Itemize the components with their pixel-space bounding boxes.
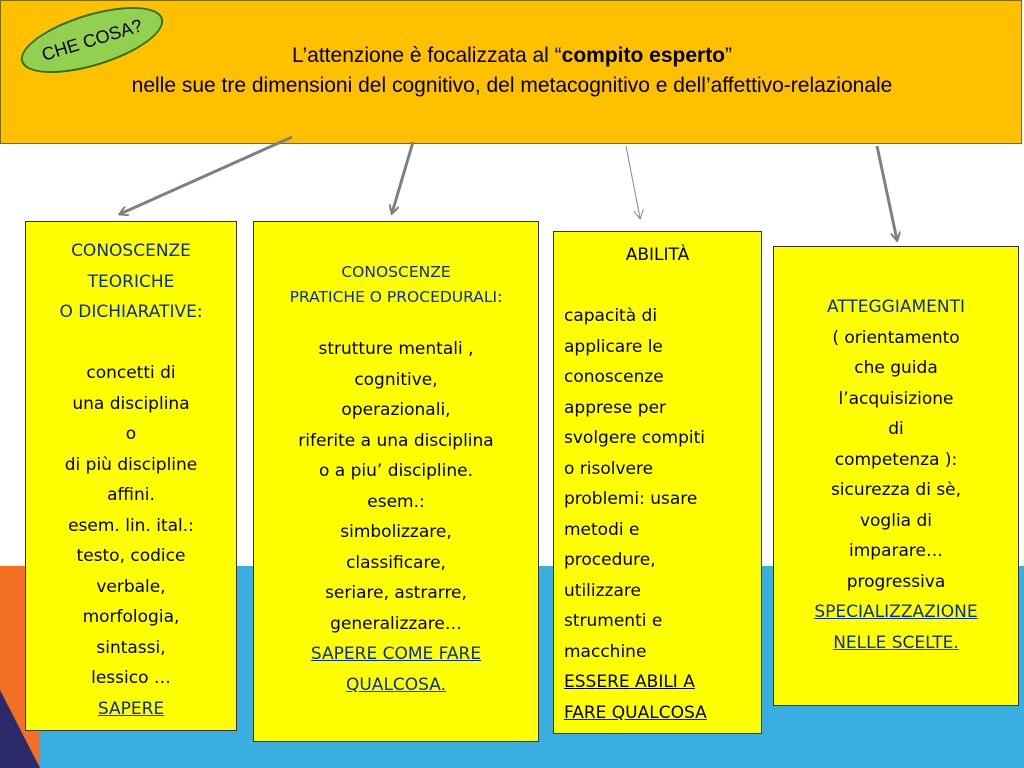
box4-body-line: che guida [854, 358, 938, 378]
box3-body-line: macchine [564, 641, 647, 662]
box2-body-line: classificare, [346, 552, 446, 573]
box4-body-line: imparare… [849, 541, 943, 561]
box2-title-colon: : [497, 288, 503, 306]
box4-body-line: di [888, 419, 904, 439]
box-abilita [553, 231, 762, 734]
arrow-to-conoscenze-teoriche [120, 137, 292, 214]
box2-body-line: simbolizzare, [340, 522, 452, 542]
box1-title [26, 236, 236, 328]
arrow-to-conoscenze-pratiche [392, 142, 413, 213]
box2-footer-line: SAPERE COME FARE [310, 644, 482, 664]
box2-body-line: seriare, astrarre, [325, 583, 467, 603]
box-conoscenze-teoriche [25, 221, 237, 731]
box4-footer-line: NELLE SCELTE. [833, 632, 959, 653]
box1-body-line: morfologia, [82, 607, 180, 627]
box1-body-line: una disciplina [72, 393, 190, 414]
header-line-1-pre: L’attenzione è focalizzata al “ [291, 44, 562, 67]
box4-body-line: competenza ): [834, 449, 958, 470]
box3-body-line: capacità di [564, 306, 658, 326]
box2-body-line: cognitive, [354, 369, 438, 390]
box4-title: ATTEGGIAMENTI [826, 297, 966, 317]
box1-body-line: concetti di [86, 363, 176, 383]
box1-body-line: verbale, [96, 576, 166, 597]
box1-body-line: lessico … [91, 668, 171, 688]
box3-title: ABILITÀ [625, 245, 690, 265]
box2-body-line: esem.: [367, 491, 425, 512]
box4-body-line: progressiva [846, 571, 946, 592]
box3-body-line: svolgere compiti [564, 428, 705, 448]
arrow-to-atteggiamenti [877, 146, 897, 240]
box1-title-colon: : [196, 302, 203, 322]
badge-label: CHE COSA? [39, 14, 145, 65]
header-line-1-post: ” [725, 44, 733, 67]
header-line-2: nelle sue tre dimensioni del cognitivo, del metacognitivo e dell’affettivo-relazionale [131, 74, 893, 97]
box3-body-line: metodi e [564, 519, 640, 540]
box-atteggiamenti [773, 246, 1019, 706]
box3-body-line: conoscenze [564, 367, 664, 387]
box2-title [254, 260, 538, 310]
box2-title-line: PRATICHE O PROCEDURALI [289, 288, 498, 306]
box3-body-line: o risolvere [564, 458, 654, 479]
box1-body [26, 358, 236, 694]
box2-body [254, 334, 538, 639]
box4-footer-line: SPECIALIZZAZIONE [814, 602, 978, 622]
header-line-1-bold: compito esperto [561, 44, 726, 67]
box3-body [554, 301, 761, 728]
box1-body-line: o [125, 424, 137, 444]
box2-body-line: riferite a una disciplina [298, 430, 494, 451]
box2-body-line: o a piu’ discipline. [318, 461, 474, 481]
box-conoscenze-pratiche [253, 221, 539, 742]
box1-footer: SAPERE [97, 698, 165, 719]
box1-body-line: testo, codice [76, 546, 186, 566]
box1-body-line: affini. [107, 485, 155, 505]
box1-body-line: esem. lin. ital.: [68, 515, 194, 536]
box4-body-line: l’acquisizione [838, 388, 954, 409]
box1-body-line: di più discipline [64, 454, 198, 475]
box1-title-line: CONOSCENZE [71, 241, 191, 261]
box4-body [774, 323, 1018, 598]
box1-title-line: O DICHIARATIVE [59, 302, 197, 322]
box1-title-line: TEORICHE [87, 271, 175, 292]
box3-body-line: strumenti e [564, 611, 663, 631]
box3-footer-line: FARE QUALCOSA [564, 702, 707, 723]
box3-footer-line: ESSERE ABILI A [564, 672, 695, 692]
box2-body-line: strutture mentali , [318, 339, 474, 359]
box3-body-line: utilizzare [564, 580, 641, 601]
box2-body-line: generalizzare… [330, 613, 462, 634]
box1-body-line: sintassi, [96, 637, 166, 658]
box4-body-line: ( orientamento [832, 327, 960, 348]
box2-footer-line: QUALCOSA. [345, 674, 447, 695]
box3-body-line: applicare le [564, 336, 663, 357]
box2-title-line: CONOSCENZE [341, 263, 451, 281]
box3-body-line: procedure, [564, 550, 656, 570]
box2-body-line: operazionali, [341, 400, 451, 420]
box3-body-line: apprese per [564, 397, 667, 418]
box4-body-line: sicurezza di sè, [830, 480, 962, 500]
arrow-to-abilita [626, 146, 640, 218]
box4-body-line: voglia di [859, 510, 933, 531]
box3-body-line: problemi: usare [564, 489, 698, 509]
